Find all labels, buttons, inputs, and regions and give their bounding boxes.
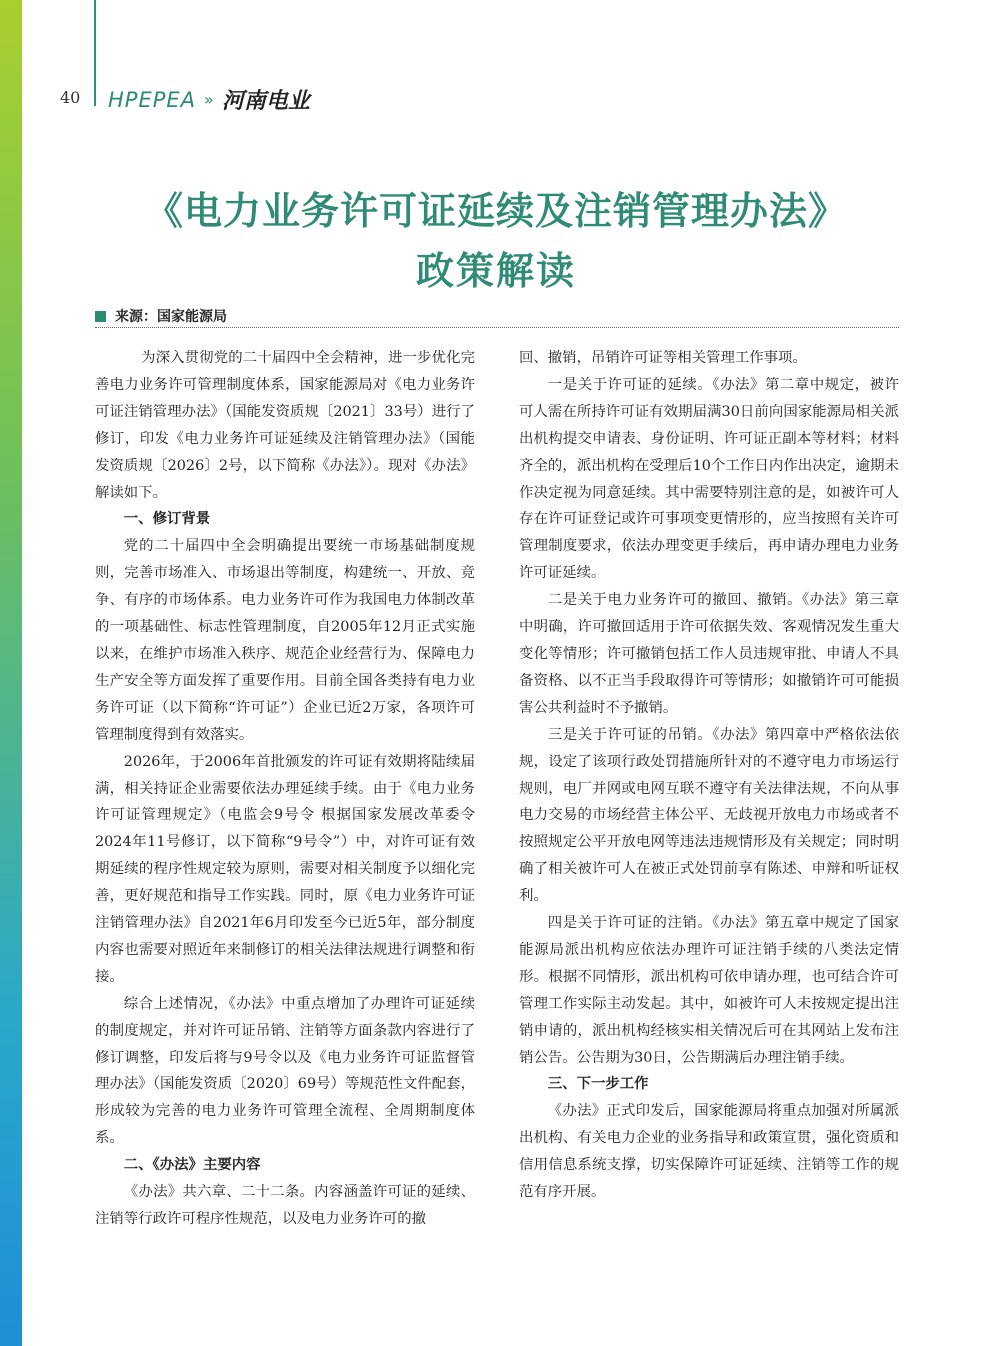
source-text: 来源：国家能源局 xyxy=(115,309,227,325)
cancellation-paragraph: 四是关于许可证的注销。《办法》第五章中规定了国家能源局派出机构应依法办理许可证注销手续的八类法定情形。根据不同情形，派出机构可依申请办理，也可结合许可管理工作实际主动发起。其中，如被许可人未按规定提出注销申请的，派出机构经核实相关情况后可在其网站上发布注销公告。公告期为30日，公告期满后办理注销手续。 xyxy=(519,915,899,1066)
dotted-divider xyxy=(95,327,899,328)
article-title-line2: 政策解读 xyxy=(415,248,576,293)
intro-paragraph: 为深入贯彻党的二十届四中全会精神，进一步优化完善电力业务许可管理制度体系，国家能源局对《电力业务许可证注销管理办法》（国能发资质规〔2021〕33号）进行了修订，印发《电力业务许可证延续及注销管理办法》（国能发资质规〔2026〕2号，以下简称《办法》）。现对《办法》解读如下。 xyxy=(95,350,475,501)
continuation-paragraph: 回、撤销，吊销许可证等相关管理工作事项。 xyxy=(519,350,807,366)
right-column xyxy=(519,345,899,1206)
source-square-icon xyxy=(95,311,106,322)
revocation-paragraph: 三是关于许可证的吊销。《办法》第四章中严格依法依规，设定了该项行政处罚措施所针对的不遵守电力市场运行规则，电厂并网或电网互联不遵守有关法律法规，不向从事电力交易的市场经营主体公平、无歧视开放电力市场或者不按照规定公平开放电网等违法违规情形及有关规定；同时明确了相关被许可人在被正式处罚前享有陈述、申辩和听证权利。 xyxy=(519,726,899,905)
background-paragraph-1: 党的二十届四中全会明确提出要统一市场基础制度规则，完善市场准入、市场退出等制度，构建统一、开放、竞争、有序的市场体系。电力业务许可作为我国电力体制改革的一项基础性、标志性管理制度，自2005年12月正式实施以来，在维护市场准入秩序、规范企业经营行为、保障电力生产安全等方面发挥了重要作用。目前全国各类持有电力业务许可证（以下简称“许可证”）企业已近2万家，各项许可管理制度得到有效落实。 xyxy=(95,538,475,743)
left-column xyxy=(95,345,475,1233)
background-paragraph-3: 综合上述情况，《办法》中重点增加了办理许可证延续的制度规定，并对许可证吊销、注销等方面条款内容进行了修订调整，印发后将与9号令以及《电力业务许可证监督管理办法》（国能发资质〔2020〕69号）等规范性文件配套，形成较为完善的电力业务许可管理全流程、全周期制度体系。 xyxy=(95,995,475,1147)
page-number: 40 xyxy=(60,88,81,107)
brand-latin-logo: HPEPEA xyxy=(108,87,197,112)
article-source xyxy=(95,306,227,326)
header-divider xyxy=(94,0,96,106)
renewal-paragraph: 一是关于许可证的延续。《办法》第二章中规定，被许可人需在所持许可证有效期届满30日前向国家能源局相关派出机构提交申请表、身份证明、许可证正副本等材料；材料齐全的，派出机构在受理后10个工作日内作出决定，逾期未作决定视为同意延续。其中需要特别注意的是，如被许可人存在许可证登记或许可事项变更情形的，应当按照有关许可管理制度要求，依法办理变更手续后，再申请办理电力业务许可证延续。 xyxy=(519,376,899,582)
brand-separator: » xyxy=(204,90,214,109)
withdrawal-paragraph: 二是关于电力业务许可的撤回、撤销。《办法》第三章中明确，许可撤回适用于许可依据失效、客观情况发生重大变化等情形；许可撤销包括工作人员违规审批、申请人不具备资格、以不正当手段取得许可等情形；如撤销许可可能损害公共利益时不予撤销。 xyxy=(519,592,899,716)
article-title-line1: 《电力业务许可证延续及注销管理办法》 xyxy=(144,188,847,233)
next-steps-paragraph: 《办法》正式印发后，国家能源局将重点加强对所属派出机构、有关电力企业的业务指导和政策宣贯，强化资质和信用信息系统支撑，切实保障许可证延续、注销等工作的规范有序开展。 xyxy=(519,1103,899,1201)
section-heading-main-content: 二、《办法》主要内容 xyxy=(123,1157,261,1174)
main-content-paragraph: 《办法》共六章、二十二条。内容涵盖许可证的延续、注销等行政许可程序性规范，以及电力业务许可的撤 xyxy=(95,1184,475,1227)
section-heading-background: 一、修订背景 xyxy=(123,511,211,528)
section-heading-next-steps: 三、下一步工作 xyxy=(547,1076,649,1093)
magazine-brand xyxy=(108,84,310,115)
brand-chinese-logo: 河南电业 xyxy=(221,88,310,114)
background-paragraph-2: 2026年，于2006年首批颁发的许可证有效期将陆续届满，相关持证企业需要依法办理延续手续。由于《电力业务许可证管理规定》（电监会9号令 根据国家发展改革委令2024年11号修订，以下简称“9号令”）中，对许可证有效期延续的程序性规定较为原则，需要对相关制度予以细化完善，更好规范和指导工作实践。同时，原《电力业务许可证注销管理办法》自2021年6月印发至今已近5年，部分制度内容也需要对照近年来制修订的相关法律法规进行调整和衔接。 xyxy=(95,753,475,985)
